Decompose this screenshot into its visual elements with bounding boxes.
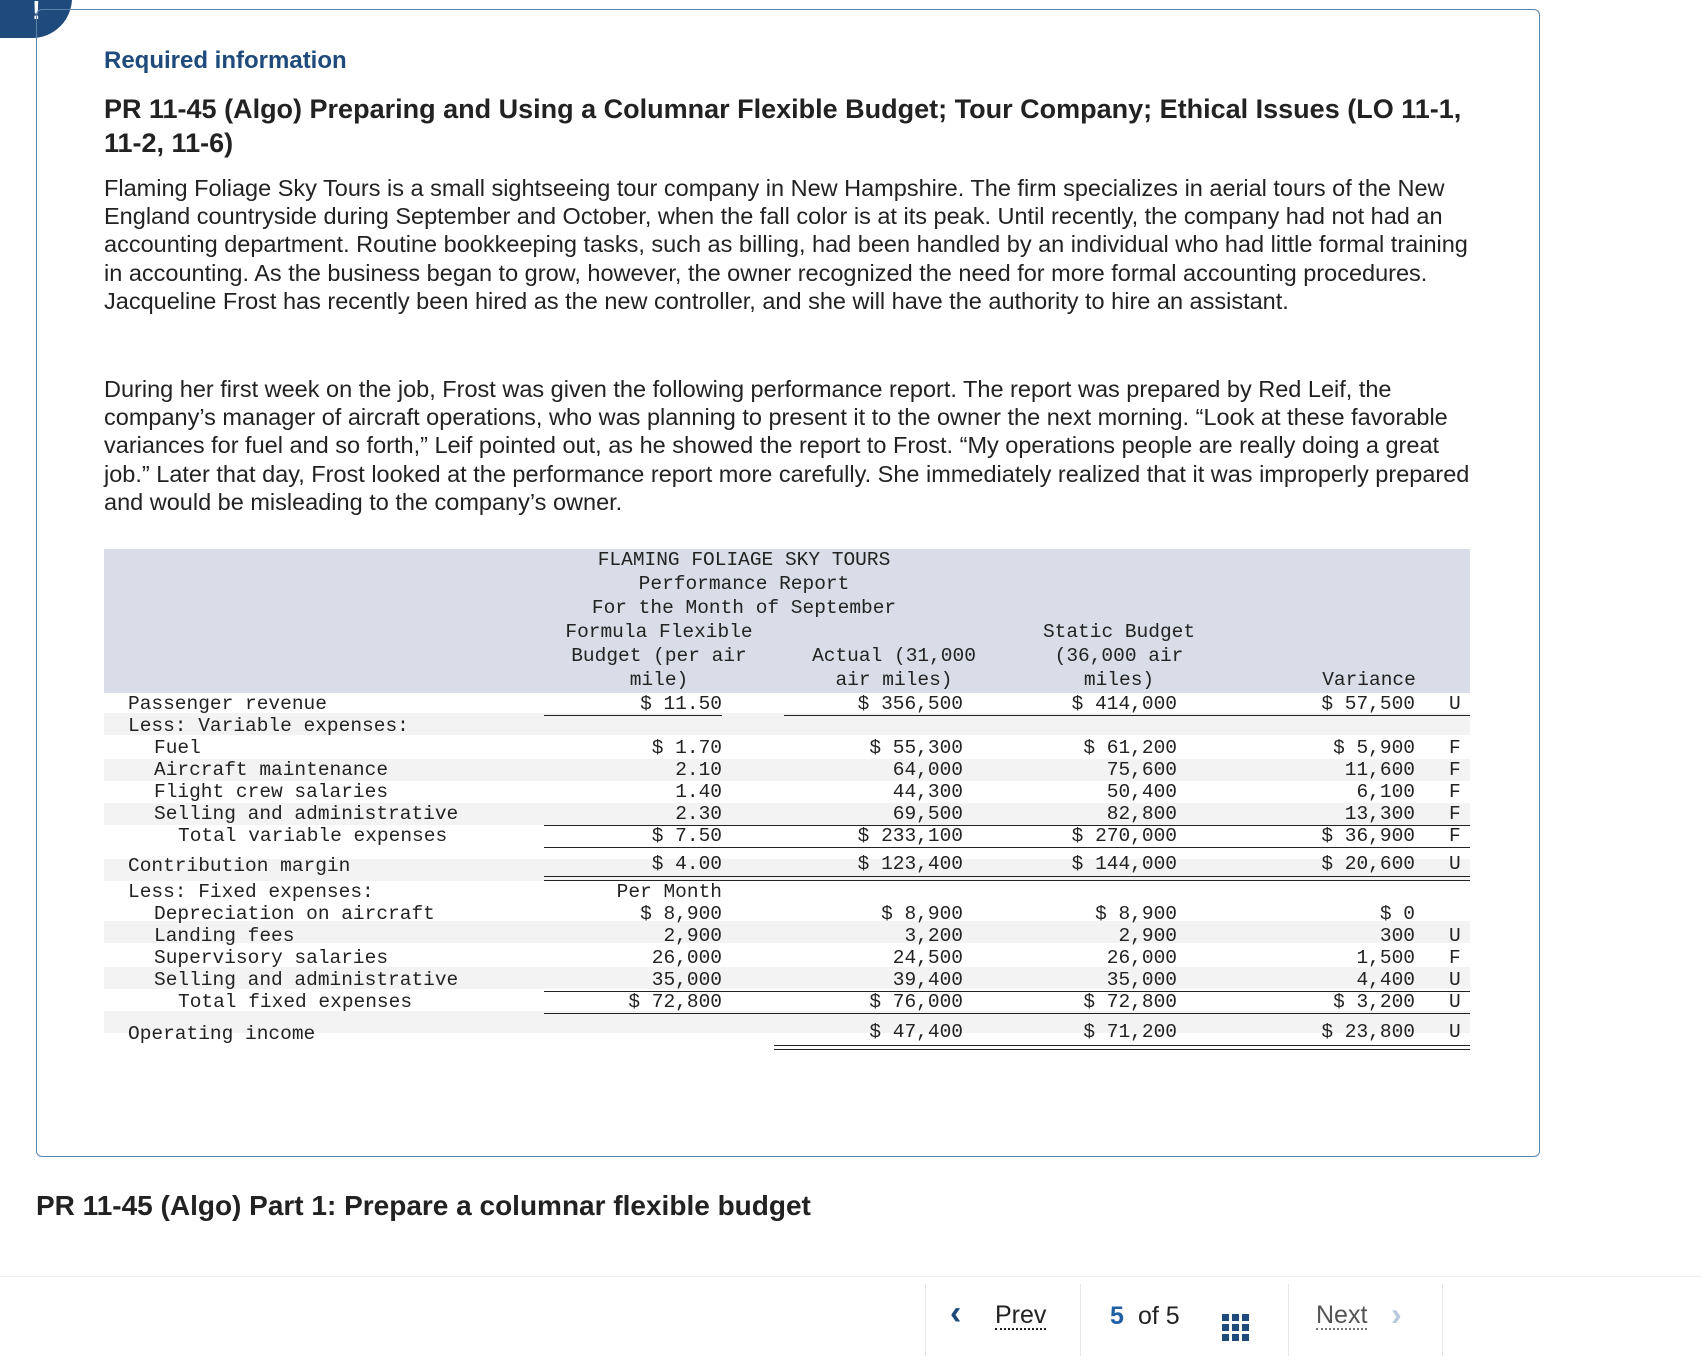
cell-variance: $ 23,800 — [1321, 1021, 1415, 1043]
cell-fu: U — [1449, 925, 1461, 947]
nav-separator — [925, 1284, 926, 1356]
rule — [544, 847, 1470, 848]
report-period: For the Month of September — [591, 597, 897, 619]
cell-actual: 69,500 — [892, 803, 963, 825]
row-label: Depreciation on aircraft — [154, 903, 435, 925]
cell-actual: $ 233,100 — [857, 825, 963, 847]
nav-separator — [1442, 1284, 1443, 1356]
row-label: Contribution margin — [128, 855, 351, 877]
next-button[interactable] — [1313, 1280, 1423, 1356]
cell-actual: 64,000 — [892, 759, 963, 781]
col-header-actual: Actual (31,000 — [812, 645, 976, 667]
cell-variance: $ 0 — [1379, 903, 1415, 925]
row-label: Passenger revenue — [128, 693, 327, 715]
next-label: Next — [1316, 1301, 1368, 1329]
cell-actual: $ 55,300 — [869, 737, 963, 759]
row-label-total: Total fixed expenses — [178, 991, 413, 1013]
row-label: Aircraft maintenance — [154, 759, 389, 781]
cell-actual: 24,500 — [892, 947, 963, 969]
cell-fu: F — [1449, 737, 1461, 759]
cell-formula: 2.10 — [675, 759, 722, 781]
cell-formula: 35,000 — [651, 969, 722, 991]
problem-title: PR 11-45 (Algo) Preparing and Using a Columnar Flexible Budget; Tour Company; Ethical Issues (LO 11-1, 11-2, 11-6) — [104, 94, 1462, 158]
cell-static: $ 8,900 — [1095, 903, 1177, 925]
row-label: Landing fees — [154, 925, 295, 947]
cell-static: $ 72,800 — [1083, 991, 1177, 1013]
cell-variance: $ 20,600 — [1321, 853, 1415, 875]
col-header-formula: Formula Flexible — [565, 621, 753, 643]
cell-formula: $ 7.50 — [651, 825, 722, 847]
col-header-formula: Budget (per air — [571, 645, 747, 667]
report-company-name: FLAMING FOLIAGE SKY TOURS — [597, 549, 891, 571]
cell-variance: $ 57,500 — [1321, 693, 1415, 715]
cell-static: $ 71,200 — [1083, 1021, 1177, 1043]
cell-formula: 2.30 — [675, 803, 722, 825]
cell-formula: 2,900 — [663, 925, 722, 947]
rule — [544, 1013, 1470, 1014]
cell-actual: 44,300 — [892, 781, 963, 803]
prev-button[interactable] — [950, 1280, 1080, 1356]
rule — [544, 715, 722, 716]
cell-fu: U — [1449, 1021, 1461, 1043]
cell-static: 2,900 — [1118, 925, 1177, 947]
cell-static: 35,000 — [1106, 969, 1177, 991]
cell-formula: $ 4.00 — [651, 853, 722, 875]
cell-formula: $ 11.50 — [640, 693, 722, 715]
row-label-total: Total variable expenses — [178, 825, 448, 847]
col-header-static: miles) — [1083, 669, 1155, 691]
cell-formula: 1.40 — [675, 781, 722, 803]
cell-actual: $ 123,400 — [857, 853, 963, 875]
cell-fu: F — [1449, 781, 1461, 803]
cell-actual: $ 356,500 — [857, 693, 963, 715]
nav-separator — [1080, 1284, 1081, 1356]
context-paragraph: During her first week on the job, Frost was given the following performance report. The report was prepared by Red Leif, the company’s manager of aircraft operations, who was planning to present it to the owner the next morning. “Look at these favorable variances for fuel and so forth,” Leif pointed out, as he showed the report to Frost. “My operations people are really doing a great job.” Later that day, Frost looked at the performance report more carefully. She immediately realized that it was improperly prepared and would be misleading to the company’s owner. — [104, 376, 1470, 515]
cell-actual: $ 8,900 — [881, 903, 963, 925]
cell-fu: U — [1449, 693, 1461, 715]
rule — [784, 715, 1470, 716]
cell-actual: 39,400 — [892, 969, 963, 991]
page-total: of 5 — [1138, 1302, 1180, 1330]
section-label-variable: Less: Variable expenses: — [128, 715, 409, 737]
cell-actual: $ 47,400 — [869, 1021, 963, 1043]
cell-static: 75,600 — [1106, 759, 1177, 781]
double-rule — [774, 1045, 1470, 1050]
row-label: Flight crew salaries — [154, 781, 389, 803]
cell-static: $ 144,000 — [1071, 853, 1177, 875]
cell-formula: 26,000 — [651, 947, 722, 969]
col-header-formula: mile) — [629, 669, 689, 691]
cell-actual: $ 76,000 — [869, 991, 963, 1013]
prev-label: Prev — [995, 1301, 1047, 1329]
performance-report-table — [104, 549, 1470, 1086]
section-label-fixed: Less: Fixed expenses: — [128, 881, 374, 903]
current-page: 5 — [1110, 1302, 1124, 1330]
alert-icon: ! — [0, 0, 72, 38]
cell-static: $ 414,000 — [1071, 693, 1177, 715]
cell-fu: F — [1449, 759, 1461, 781]
cell-variance: 6,100 — [1356, 781, 1415, 803]
row-label: Selling and administrative — [154, 803, 459, 825]
chevron-left-icon: ‹ — [950, 1294, 962, 1332]
cell-variance: $ 5,900 — [1333, 737, 1415, 759]
footer-divider — [0, 1276, 1701, 1277]
cell-fu: U — [1449, 853, 1461, 875]
intro-paragraph: Flaming Foliage Sky Tours is a small sightseeing tour company in New Hampshire. The firm specializes in aerial tours of the New England countryside during September and October, when the fall color is at its peak. Until recently, the company had not had an accounting department. Routine bookkeeping tasks, such as billing, had been handled by an individual who had little formal training in accounting. As the business began to grow, however, the owner recognized the need for more formal accounting procedures. Jacqueline Frost has recently been hired as the new controller, and she will have the authority to hire an assistant. — [104, 175, 1468, 314]
cell-variance: 300 — [1379, 925, 1415, 947]
col-header-static: (36,000 air — [1054, 645, 1184, 667]
cell-variance: $ 3,200 — [1333, 991, 1415, 1013]
cell-static: 50,400 — [1106, 781, 1177, 803]
cell-static: 82,800 — [1106, 803, 1177, 825]
required-info-heading: Required information — [104, 47, 347, 74]
report-title: Performance Report — [638, 573, 850, 595]
cell-variance: $ 36,900 — [1321, 825, 1415, 847]
grid-icon[interactable] — [1222, 1314, 1250, 1342]
cell-fu: U — [1449, 991, 1461, 1013]
row-label: Operating income — [128, 1023, 316, 1045]
row-label: Fuel — [154, 737, 201, 759]
cell-static: 26,000 — [1106, 947, 1177, 969]
part-heading: PR 11-45 (Algo) Part 1: Prepare a columnar flexible budget — [36, 1190, 811, 1221]
cell-fu: F — [1449, 825, 1461, 847]
col-header-static: Static Budget — [1042, 621, 1196, 643]
row-label: Selling and administrative — [154, 969, 459, 991]
cell-formula: $ 8,900 — [640, 903, 722, 925]
cell-variance: 13,300 — [1344, 803, 1415, 825]
cell-fu: F — [1449, 947, 1461, 969]
cell-fu: F — [1449, 803, 1461, 825]
nav-separator — [1288, 1284, 1289, 1356]
col-header-actual: air miles) — [835, 669, 953, 691]
row-label: Supervisory salaries — [154, 947, 389, 969]
cell-formula: $ 1.70 — [651, 737, 722, 759]
cell-formula: $ 72,800 — [628, 991, 722, 1013]
cell-actual: 3,200 — [904, 925, 963, 947]
cell-static: $ 61,200 — [1083, 737, 1177, 759]
cell-variance: 11,600 — [1344, 759, 1415, 781]
per-month-label: Per Month — [616, 881, 722, 903]
cell-fu: U — [1449, 969, 1461, 991]
col-header-variance: Variance — [1322, 669, 1416, 691]
chevron-right-icon: › — [1391, 1296, 1402, 1332]
cell-static: $ 270,000 — [1071, 825, 1177, 847]
cell-variance: 1,500 — [1356, 947, 1415, 969]
cell-variance: 4,400 — [1356, 969, 1415, 991]
